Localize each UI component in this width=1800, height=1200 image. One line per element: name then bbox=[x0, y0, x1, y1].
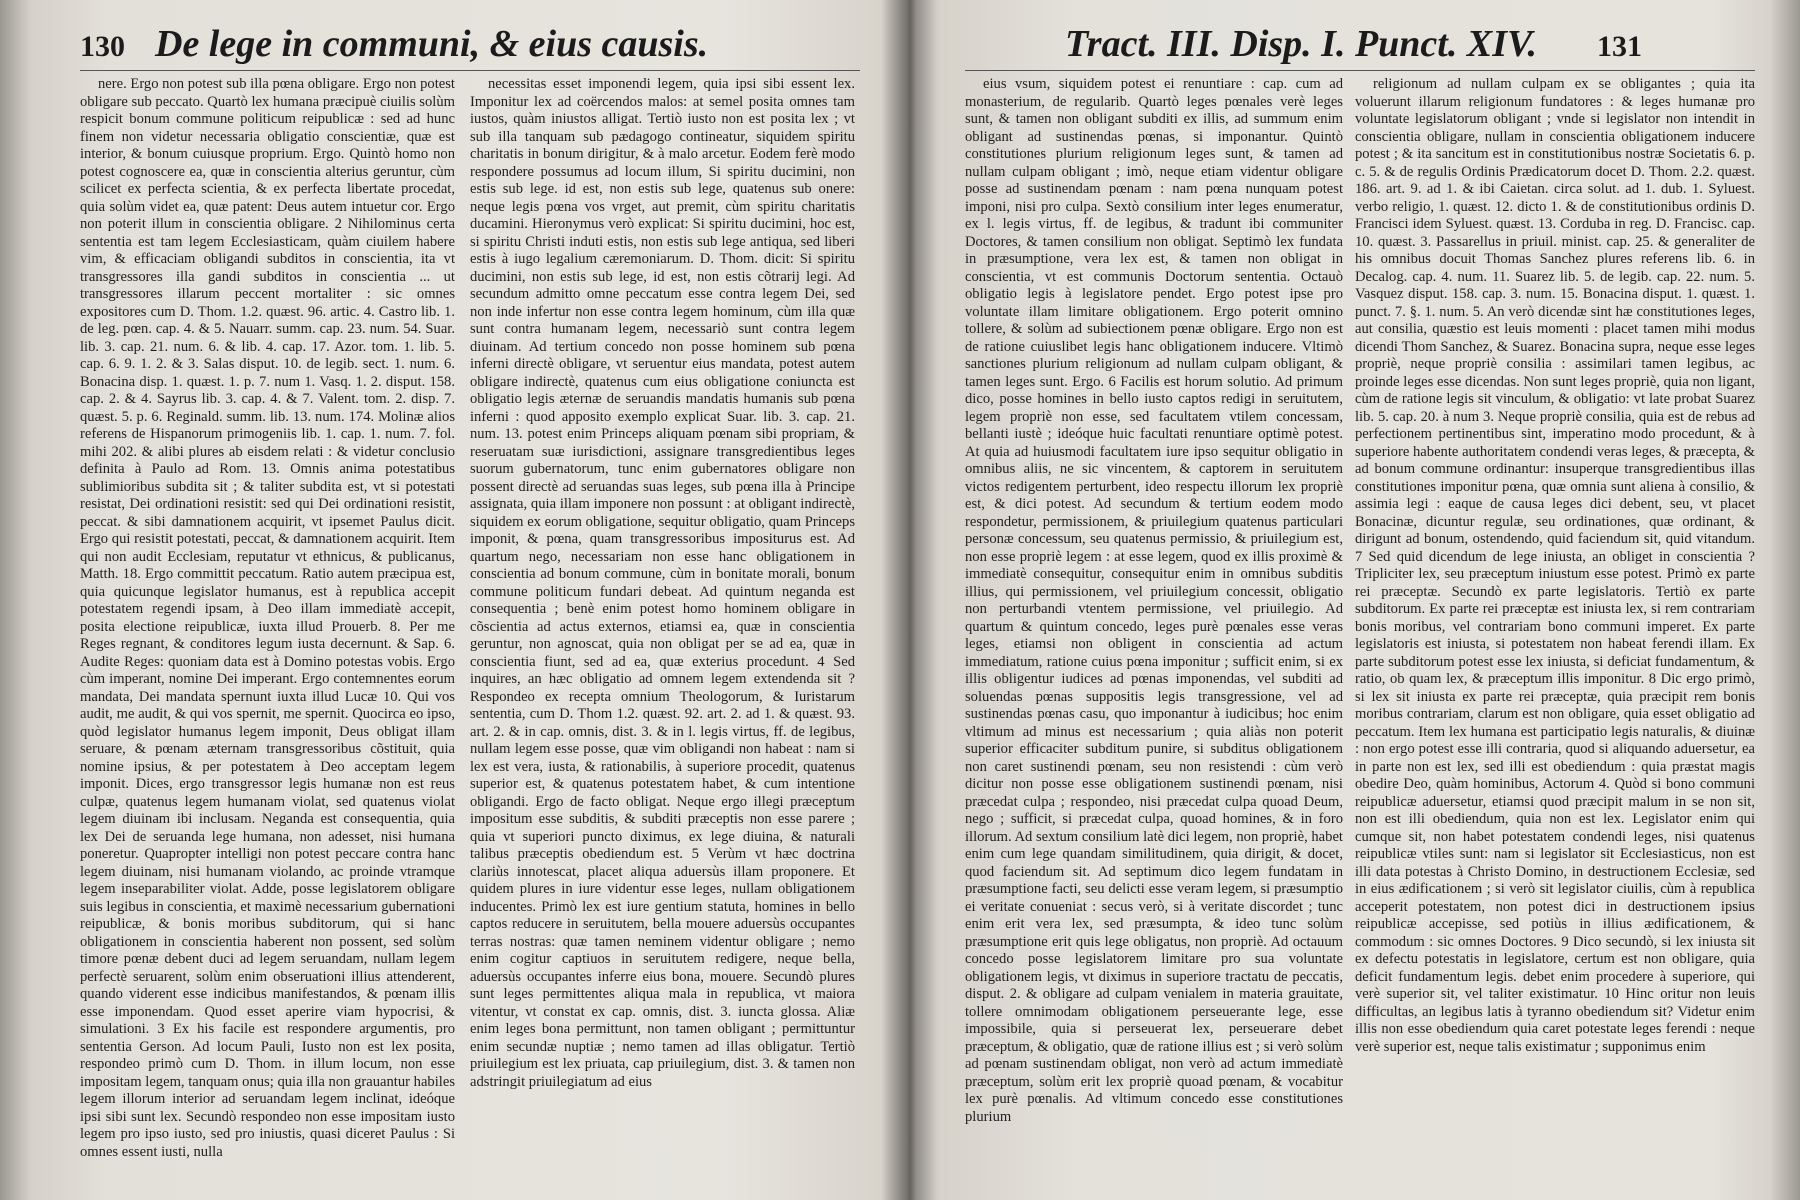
right-running-head bbox=[1065, 22, 1642, 66]
left-column-2-text: necessitas esset imponendi legem, quia ipsi sibi essent lex. Imponitur lex ad coërcendos malos: at semel posita omnes tam iustos, quàm iniustos alligat. Tertiò iusto non est posita lex ; vt sub illa tanquam sub pædagogo contineatur, siquidem spiritu charitatis in bonum dirigitur, & à malo arcetur. Eodem ferè modo respondere possumus ad locum illum, Si spiritu ducimini, non estis sub lege. id est, non estis sub lege, quatenus sub onere: neque legis pœna vos vrget, aut premit, cùm spiritu charitatis ducamini. Hieronymus verò explicat: Si spiritu ducimini, hoc est, si spiritu Christi induti estis, non estis sub lege antiqua, sed liberi estis à iugo legalium cæremoniarum. D. Thom. dicit: Si spiritu ducimini, non estis sub lege, id est, non estis cõtrarij legi. Ad secundum admitto omne peccatum esse contra legem Dei, sed non inde infertur non esse contra legem hominum, cùm illa quæ sunt contra humanam legem, necessariò sunt contra legem diuinam. Ad tertium concedo non posse hominem sub pœna inferni directè obligare, vt seruentur eius mandata, potest autem obligare indirectè, quatenus cum eius obligatione coniuncta est obligatio legis æternæ de seruandis mandatis humanis sub pœna inferni : quod apposito exemplo explicat Suar. lib. 3. cap. 21. num. 13. potest enim Princeps aliquam pœnam sibi propriam, & reseruatam suæ iurisdictioni, assignare transgredientibus leges suorum gubernatorum, tunc enim gubernatores obligare non possent directè ad seruandas suas leges, sub pœna illa à Principe assignata, quia illam imponere non possunt : at obligant indirectè, siquidem ex eorum obligatione, sequitur obligatio, quam Princeps imponit, & pœna, quam transgressoribus impositurus est. Ad quartum nego, necessariam non esse hanc obligationem in conscientia ad bonum commune, cùm in bonitate morali, bonum commune politicum fundari debeat. Ad quintum neganda est consequentia ; benè enim potest homo hominem obligare in cõscientia ad actus externos, etiamsi ea, quæ in conscientia geruntur, non agnoscat, quia non obligat per se ad ea, quæ in conscientia fiunt, sed ad ea, quæ exterius procedunt. 4 Sed inquires, an hæc obligatio ad omnem legem extendenda sit ? Respondeo ex recepta omnium Theologorum, & Iuristarum sententia, cum D. Thom 1.2. quæst. 92. art. 2. ad 1. & quæst. 93. art. 2. & in cap. omnis, dist. 3. & in l. legis virtus, ff. de legibus, nullam legem esse posse, quæ vim obligandi non habeat : nam si lex est vera, iusta, & rationabilis, à superiore procedit, quatenus superior est, & quatenus potestatem habet, & cum intentione obligandi. Ergo de facto obligat. Neque ergo illegi præceptum impositum esse subditis, & subditi præceptis non esse parere ; quia vt superiori puncto diximus, ex lege diuina, & naturali talibus præceptis obediendum est. 5 Verùm vt hæc doctrina clariùs innotescat, placet aliqua aduersùs illam proponere. Et quidem plures in iure videntur esse leges, nullam obligationem inducentes. Primò lex est iure gentium statuta, homines in bello captos reducere in seruitutem, bella mouere aduersùs occupantes terras nostras: quæ tamen neminem videntur obligare ; nemo enim cogitur captiuos in seruitutem redigere, neque bella, aduersùs occupantes inferre eius bona, mouere. Secundò plures sunt leges permittentes aliqua mala in republica, vt maiora vitentur, vt constat ex cap. omnis, dist. 3. iuncta glossa. Aliæ enim leges bona permittunt, non tamen obligant ; permittuntur enim secundæ nuptiæ ; nemo tamen ad illas obligatur. Tertiò priuilegium est lex priuata, cap priuilegium, dist. 3. & tamen non adstringit priuilegiatum ad eius bbox=[470, 76, 855, 1090]
left-column-2 bbox=[470, 76, 855, 1186]
right-page bbox=[905, 0, 1800, 1200]
left-column-1-text: nere. Ergo non potest sub illa pœna obligare. Ergo non potest obligare sub peccato. Quartò lex humana præcipuè ciuilis solùm respicit bonum commune politicum reipublicæ : sed ad hunc finem non videtur necessaria obligatio conscientiæ, quæ est interior, & bonum cuiusque proprium. Ergo. Quintò homo non potest cognoscere ea, quæ in conscientia alterius geruntur, cùm scilicet ex perfecta scientia, & ex perfecta libertate procedat, quia solùm videt ea, quæ patent: Deus autem intuetur cor. Ergo non poterit illum in conscientia obligare. 2 Nihilominus certa sententia est tam legem Ecclesiasticam, quàm ciuilem habere vim, & efficaciam obligandi subditos in conscientia, ita vt transgressores illa gandi subditos in conscientia ... ut transgressores illarum peccent mortaliter : sic omnes expositores cum D. Thom. 1.2. quæst. 96. artic. 4. Castro lib. 1. de leg. pœn. cap. 4. & 5. Nauarr. summ. cap. 23. num. 54. Suar. lib. 3. cap. 21. num. 6. & lib. 4. cap. 17. Azor. tom. 1. lib. 5. cap. 6. 9. 1. 2. & 3. Salas disput. 10. de legib. sect. 1. num. 6. Bonacina disp. 1. quæst. 1. p. 7. num 1. Vasq. 1. 2. disput. 158. cap. 2. & 4. Sayrus lib. 3. cap. 4. & 7. Valent. tom. 2. disp. 7. quæst. 5. p. 6. Reginald. summ. lib. 13. num. 174. Molinæ alios referens de Hispanorum primogeniis lib. 1. cap. 1. num. 7. fol. mihi 202. & alibi plures ab eisdem relati : & videtur conclusio definita à Paulo ad Rom. 13. Omnis anima potestatibus sublimioribus subdita sit ; & taliter subdita est, vt si potestati resistat, Dei ordinationi resistit: sed qui Dei ordinationi resistit, peccat. & sibi damnationem acquirit, vt ipsemet Paulus dicit. Ergo qui resistit potestati, peccat, & damnationem acquirit. Item qui non audit Ecclesiam, reputatur vt ethnicus, & publicanus, Matth. 18. Ergo committit peccatum. Ratio autem præcipua est, quia quicunque legislator humanus, est à republica accepit potestatem regendi ipsam, à Deo illam immediatè accepit, posita electione reipublicæ, iuxta illud Prouerb. 8. Per me Reges regnant, & conditores legum iusta decernunt. & Sap. 6. Audite Reges: quoniam data est à Domino potestas vobis. Ergo cùm imperant, nomine Dei imperant. Ergo contemnentes eorum mandata, Dei mandata spernunt iuxta illud Lucæ 10. Qui vos audit, me audit, & qui vos spernit, me spernit. Quocirca eo ipso, quòd legislator humanus legem imponit, Deus obligat illam seruare, & pœnam æternam transgressoribus cõstituit, quia nomine ipsius, & per potestatem à Deo acceptam legem imponit. Dices, ergo transgressor legis humanæ non est reus culpæ, quatenus legem humanam violat, sed quatenus violat legem diuinam ibi inclusam. Neganda est consequentia, quia lex Dei de seruanda lege humana, non adesset, nisi humana poneretur. Quapropter intelligi non potest peccare contra hanc legem diuinam, nisi humanam violando, ac proinde vtramque legem inseparabiliter violat. Adde, posse legislatorem obligare suis legibus in conscientia, et maximè necessarium gubernationi reipublicæ, & bonis moribus subditorum, qui si hanc obligationem in conscientia haberent non possent, sed solùm timore pœnæ debent duci ad legem seruandam, nullam legem perfectè seruarent, solùm enim obseruationi illius attenderent, quando viderent esse indicibus manifestandos, & pœnam illis esse imponendam. Quod esset aperire viam hypocrisi, & simulationi. 3 Ex his facile est respondere argumentis, pro sententia Gerson. Ad locum Pauli, Iusto non est lex posita, respondeo primò cum D. Thom. in illum locum, non esse impositam legem, tanquam onus; quia illa non grauantur habiles legem illorum interior ad seruandam legem inclinat, ideóque ipsi sibi sunt lex. Secundò respondeo non esse impositam iusto legem pro ipso iusto, sed pro iniustis, quasi diceret Paulus : Si omnes essent iusti, nulla bbox=[80, 76, 455, 1160]
left-running-head bbox=[80, 22, 708, 66]
left-page-number: 130 bbox=[80, 30, 125, 63]
right-column-2 bbox=[1355, 76, 1755, 1186]
right-column-1-text: eius vsum, siquidem potest ei renuntiare : cap. cum ad monasterium, de regularib. Quartò leges pœnales verè leges sunt, & tamen non obligant subditi ex illis, ad summum enim obligant ad sustinendas pœnas, si imponantur. Quintò constitutiones plurium religionum leges sunt, & tamen ad nullam culpam obligant ; imò, neque etiam videntur obligare posse ad sustinendam pœnam : nam pœna nunquam potest imponi, nisi pro culpa. Sextò consilium inter leges enumeratur, ex l. legis virtus, ff. de legibus, & tradunt ibi communiter Doctores, & tamen consilium non obligat. Septimò lex fundata in præsumptione, vera lex est, & tamen non obligat in conscientia, vt est communis Doctorum sententia. Octauò obligatio legis à legislatore pendet. Ergo potest ipse pro voluntate illam limitare obligationem. Ergo poterit omnino tollere, & solùm ad subiectionem pœnæ obligare. Ergo non est de ratione cuiuslibet legis hanc obligationem inducere. Vltimò sanctiones plurium religionum ad nullam culpam obligant, & tamen leges sunt. Ergo. 6 Facilis est horum solutio. Ad primum dico, posse homines in bello iusto captos redigi in seruitutem, legem propriè non esse, sed facultatem vtilem concessam, bellanti iustè ; ideóque huic facultati renuntiare optimè potest. At quia ad huiusmodi facultatem iure ipso sequitur obligatio in omnibus aliis, ne sic vincentem, & captorem in seruitutem victos redigentem perturbent, ideo respectu illorum lex propriè est, & dici potest. Ad secundum & tertium eodem modo respondetur, permissionem, & priuilegium quatenus particulari personæ concessum, seu quatenus permissio, & priuilegium est, non esse propriè legem : at esse legem, quod ex illis proximè & immediatè consequitur, consequitur enim in omnibus subditis illius, qui permissionem, vel priuilegium concessit, obligatio non perturbandi vtentem permissione, vel priuilegio. Ad quartum & quintum concedo, leges purè pœnales esse veras leges, etiamsi non obligent in conscientia ad actum immediatum, ratione cuius pœna imponitur ; sufficit enim, si ex illis obligentur iudices ad pœnas imponendas, vel subditi ad soluendas pœnas suppositis legis transgressione, vel ad sustinendas pœnas casu, quo imponantur à iudicibus; hoc enim vltimum ad minus est necessarium ; quia aliàs non poterit superior efficaciter subditum punire, si subditus obligationem non caret sustinendi pœnam, seu non resistendi : cùm verò dicitur non posse esse obligationem sustinendi pœnam, nisi præcedat culpa ; respondeo, nisi præcedat culpa quoad Deum, nego ; sufficit, si præcedat culpa, quoad homines, & in foro illorum. Ad sextum consilium latè dici legem, non propriè, habet enim cum lege quandam similitudinem, quia dirigit, & docet, quod faciendum sit. Ad septimum dico legem fundatam in præsumptione facti, seu delicti esse veram legem, si præsumptio ei veritate conueniat : secus verò, si à veritate discordet ; tunc enim erit vera lex, sed præsumpta, & ideo tunc solùm præsumptione erit quis lege obligatus, non propriè. Ad octauum concedo posse legislatorem limitare pro sua voluntate obligationem legis, vt diximus in superiore tractatu de peccatis, disput. 2. & obligare ad culpam venialem in materia grauitate, tollere omnimodam obligationem perseuerante lege, esse impossibile, quia si perseuerat lex, perseuerare debet præceptum, & obligatio, quæ de ratione illius est ; si verò solùm ad pœnam sustinendam obligat, non verò ad actum immediatè præceptum, solùm erit lex propriè quoad pœnam, & vocabitur lex purè pœnalis. Ad vltimum concedo esse constitutiones plurium bbox=[965, 76, 1343, 1125]
right-column-1 bbox=[965, 76, 1343, 1186]
right-header-rule bbox=[965, 70, 1755, 71]
left-running-title: De lege in communi, & eius causis. bbox=[155, 23, 709, 65]
right-running-title: Tract. III. Disp. I. Punct. XIV. bbox=[1065, 23, 1537, 65]
right-page-number: 131 bbox=[1596, 30, 1642, 63]
left-header-rule bbox=[80, 70, 860, 71]
right-column-2-text: religionum ad nullam culpam ex se obligantes ; quia ita voluerunt illarum religionum fundatores : & leges humanæ pro voluntate legislatorum obligant ; vnde si legislator non intendit in conscientia obligare, nullam in conscientia obligationem inducere potest ; & ita sancitum est in constitutionibus nostræ Societatis 6. p. c. 5. & de regulis Ordinis Prædicatorum docet D. Thom. 2.2. quæst. 186. art. 9. ad 1. & ibi Caietan. circa solut. ad 1. dub. 1. Syluest. verbo religio, 1. quæst. 12. dicto 1. & de constitutionibus ordinis D. Francisci idem Syluest. quæst. 13. Corduba in reg. D. Francisc. cap. 10. quæst. 3. Passarellus in priuil. minist. cap. 25. & generaliter de his omnibus docuit Thomas Sanchez plures referens lib. 6. in Decalog. cap. 4. num. 11. Suarez lib. 5. de legib. cap. 22. num. 5. Vasquez disput. 158. cap. 3. num. 15. Bonacina disput. 1. quæst. 1. punct. 7. §. 1. num. 5. An verò dicendæ sint hæ constitutiones leges, aut consilia, quæstio est leuis momenti : placet tamen mihi modus dicendi Thom Sanchez, & Suarez. Bonacina supra, neque esse leges propriè, neque propriè consilia : assimilari tamen legibus, ac proinde leges esse dicendas. Non sunt leges propriè, quia non ligant, cùm de ratione legis sit vinculum, & obligatio: vt late probat Suarez lib. 5. cap. 20. à num 3. Neque propriè consilia, quia est de rebus ad perfectionem pertinentibus sint, imperatino modo procedunt, & à superiore habente authoritatem condendi veras leges, & præcepta, & ad bonum commune ordinantur: insuperque transgredientibus illas constitutiones imponitur pœna, quæ omnia sunt aliena à consilio, & assimia legi : eaque de causa leges dici debent, seu, vt placet Bonacinæ, dicuntur regulæ, seu ordinationes, quæ ordinant, & dirigunt ad bonum, ostendendo, quid faciendum sit, quid vitandum. 7 Sed quid dicendum de lege iniusta, an obliget in conscientia ? Tripliciter lex, seu præceptum iniustum esse potest. Primò ex parte rei præceptæ. Secundò ex parte legislatoris. Tertiò ex parte subditorum. Ex parte rei præceptæ est iniusta lex, si rem contrariam bonis moribus, vel contrariam bono communi imperet. Ex parte legislatoris est iniusta, si potestatem non habeat ferendi illam. Ex parte subditorum potest esse lex iniusta, si deficiat fundamentum, & ratio, ob quam lex, & præceptum illis imponitur. 8 Dic ergo primò, si lex sit iniusta ex parte rei præceptæ, quia præcipit rem bonis moribus contrariam, clarum est non obligare, quia esset obligatio ad peccatum. Item lex humana est participatio legis naturalis, & diuinæ : non ergo potest esse illi contraria, quod si aliquando aduersetur, ea in parte non est lex, sed illi est obediendum : quia præstat magis obedire Deo, quàm hominibus, Actorum 4. Quòd si bono communi reipublicæ aduersetur, etiamsi quod præcipit malum in se non sit, non est illi obediendum, quia non est lex. Legislator enim qui cumque sit, non habet potestatem condendi leges, nisi quatenus reipublicæ vtiles sunt: nam si legislator sit Ecclesiasticus, non est illi data potestas à Christo Domino, in destructionem Ecclesiæ, sed in eius ædificationem ; si verò sit legislator ciuilis, cùm à republica acceperit potestatem, non potest dici in destructionem ipsius reipublicæ accepisse, sed potiùs in illius ædificationem, & commodum : sic omnes Doctores. 9 Dico secundò, si lex iniusta sit ex defectu potestatis in legislatore, certum est non obligare, quia deficit fundamentum legis. debet enim procedere à superiore, qui verè superior sit, vel taliter existimatur. 10 Hinc oritur non leuis difficultas, an legibus latis à tyranno obediendum sit? Videtur enim illis non esse obediendum quia caret potestate leges ferendi : neque verè superior est, neque talis existimatur ; supponimus enim bbox=[1355, 76, 1755, 1055]
left-column-1 bbox=[80, 76, 455, 1186]
